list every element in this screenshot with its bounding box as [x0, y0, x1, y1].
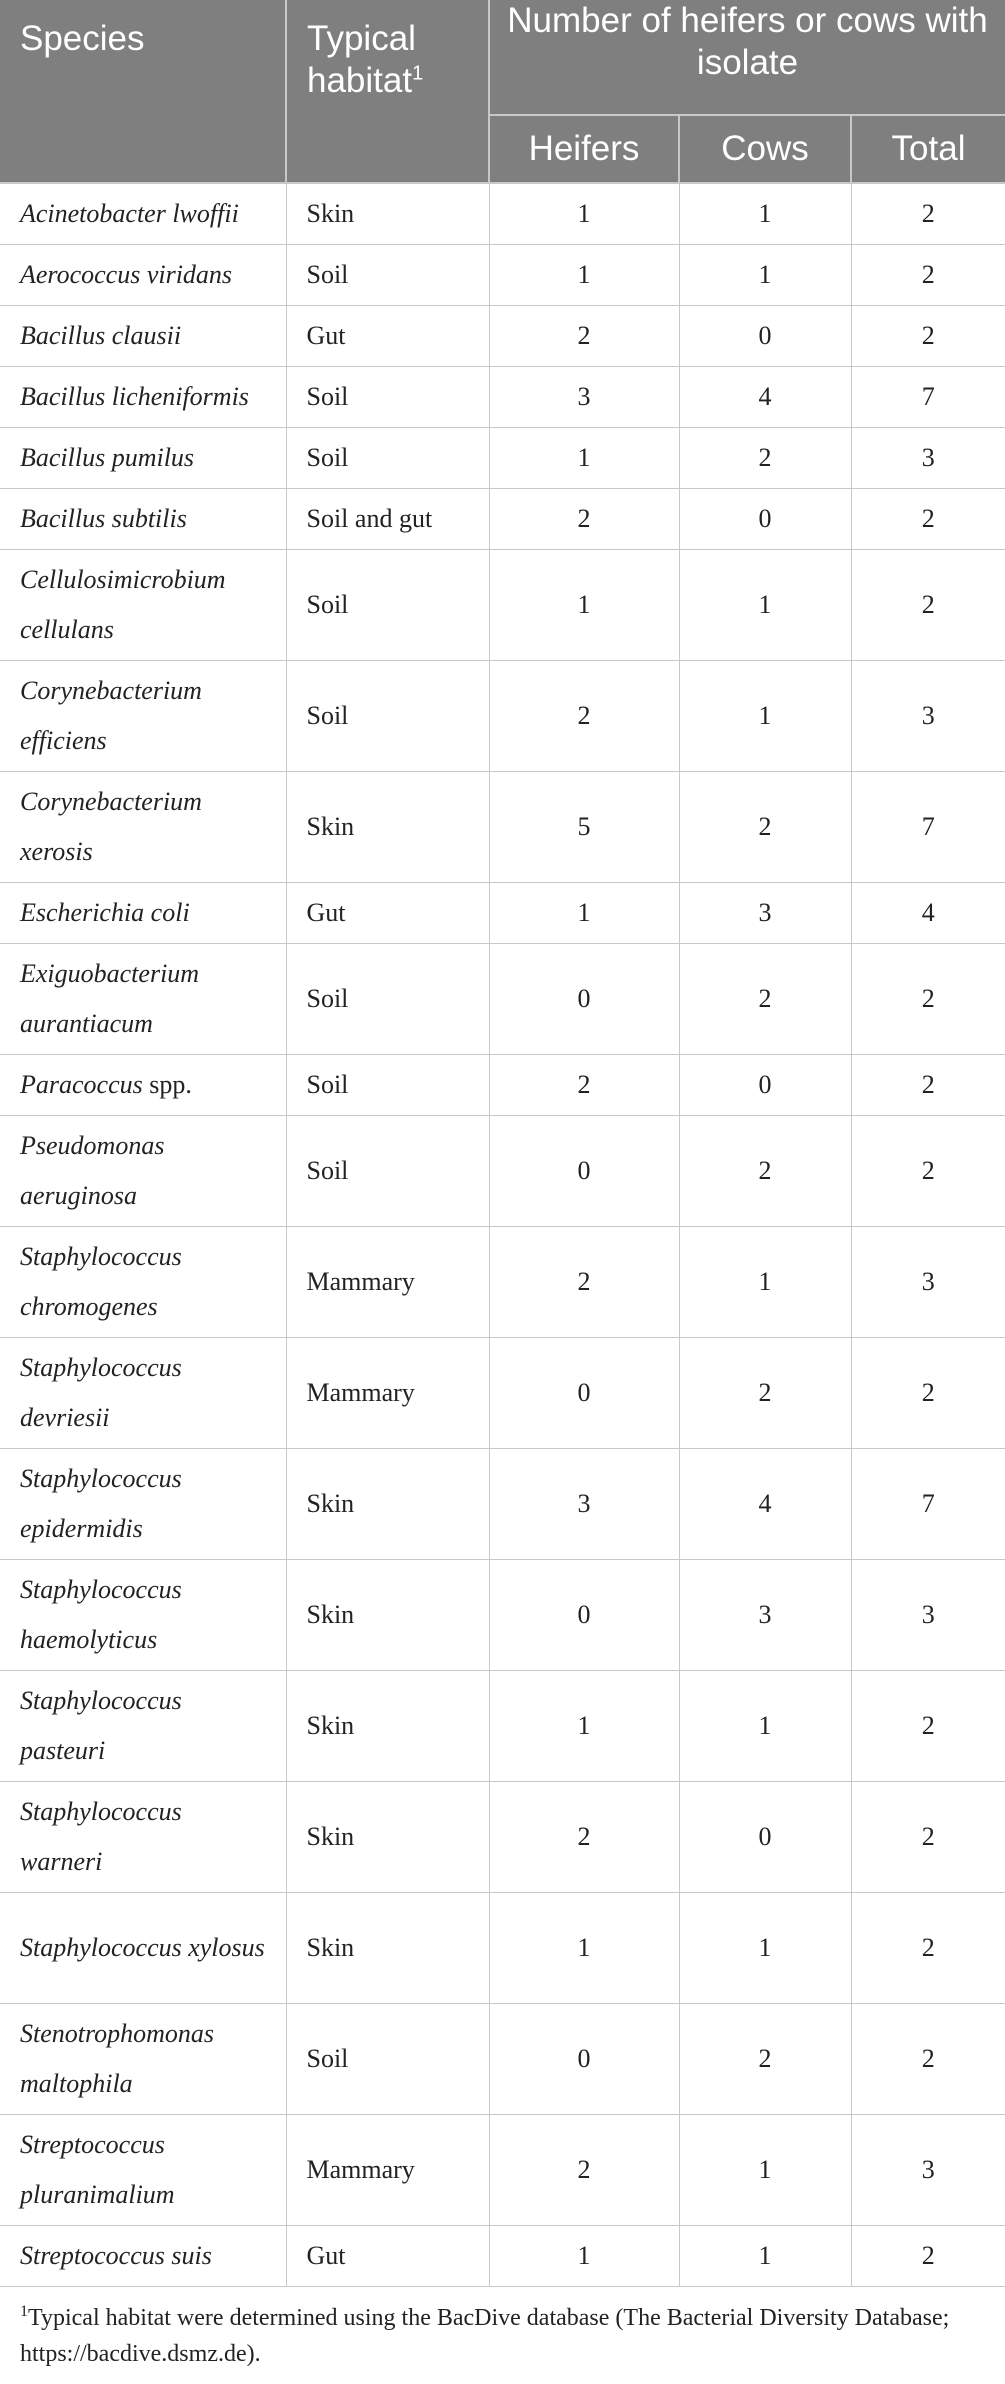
species-name: Bacillus pumilus	[20, 443, 195, 472]
cell-habitat: Gut	[286, 2226, 489, 2287]
cell-habitat: Soil	[286, 1116, 489, 1227]
cell-species	[0, 2004, 286, 2115]
cell-species	[0, 489, 286, 550]
cell-habitat: Soil	[286, 1055, 489, 1116]
cell-total: 2	[851, 1116, 1005, 1227]
cell-heifers: 2	[489, 1055, 679, 1116]
cell-species	[0, 306, 286, 367]
cell-species	[0, 1116, 286, 1227]
table-row	[0, 661, 1005, 772]
cell-total: 2	[851, 1782, 1005, 1893]
cell-cows: 2	[679, 944, 851, 1055]
cell-species	[0, 428, 286, 489]
cell-total: 7	[851, 1449, 1005, 1560]
cell-cows: 1	[679, 661, 851, 772]
species-name: Staphylococcus haemolyticus	[20, 1575, 182, 1654]
header-species-label: Species	[20, 19, 145, 58]
cell-heifers: 0	[489, 1116, 679, 1227]
cell-total: 2	[851, 489, 1005, 550]
species-name: Corynebacterium xerosis	[20, 787, 202, 866]
cell-cows: 2	[679, 772, 851, 883]
cell-habitat: Skin	[286, 1449, 489, 1560]
table-row	[0, 1227, 1005, 1338]
footnote-marker: 1	[20, 2303, 28, 2320]
table-row	[0, 944, 1005, 1055]
cell-heifers: 2	[489, 2115, 679, 2226]
species-name: Aerococcus viridans	[20, 260, 233, 289]
cell-species	[0, 1449, 286, 1560]
species-note: spp.	[142, 1070, 192, 1099]
table-row	[0, 1782, 1005, 1893]
cell-cows: 2	[679, 1116, 851, 1227]
cell-heifers: 1	[489, 1893, 679, 2004]
cell-cows: 1	[679, 1671, 851, 1782]
table-row	[0, 1055, 1005, 1116]
cell-species	[0, 1227, 286, 1338]
cell-heifers: 1	[489, 550, 679, 661]
cell-habitat: Skin	[286, 1893, 489, 2004]
species-name: Bacillus clausii	[20, 321, 182, 350]
table-row	[0, 2004, 1005, 2115]
cell-habitat: Soil	[286, 550, 489, 661]
cell-habitat: Soil	[286, 944, 489, 1055]
cell-heifers: 5	[489, 772, 679, 883]
cell-total: 3	[851, 661, 1005, 772]
cell-heifers: 1	[489, 2226, 679, 2287]
cell-habitat: Soil and gut	[286, 489, 489, 550]
cell-heifers: 2	[489, 489, 679, 550]
table-row	[0, 883, 1005, 944]
cell-heifers: 3	[489, 367, 679, 428]
cell-heifers: 1	[489, 183, 679, 245]
species-name: Paracoccus	[20, 1070, 143, 1099]
species-name: Bacillus licheniformis	[20, 382, 249, 411]
table-row	[0, 1893, 1005, 2004]
cell-total: 2	[851, 1338, 1005, 1449]
table-header	[0, 0, 1005, 183]
cell-total: 3	[851, 2115, 1005, 2226]
cell-cows: 1	[679, 2115, 851, 2226]
species-name: Staphylococcus xylosus	[20, 1933, 265, 1962]
cell-species	[0, 883, 286, 944]
cell-cows: 2	[679, 2004, 851, 2115]
cell-cows: 0	[679, 306, 851, 367]
cell-habitat: Mammary	[286, 2115, 489, 2226]
table-body	[0, 183, 1005, 2287]
table-row	[0, 1560, 1005, 1671]
species-name: Streptococcus suis	[20, 2241, 212, 2270]
cell-habitat: Soil	[286, 245, 489, 306]
cell-heifers: 2	[489, 1227, 679, 1338]
cell-habitat: Skin	[286, 1560, 489, 1671]
cell-species	[0, 1560, 286, 1671]
species-name: Corynebacterium efficiens	[20, 676, 202, 755]
cell-habitat: Soil	[286, 661, 489, 772]
table-row	[0, 772, 1005, 883]
species-name: Staphylococcus devriesii	[20, 1353, 182, 1432]
cell-total: 3	[851, 1227, 1005, 1338]
cell-heifers: 1	[489, 428, 679, 489]
species-name: Exiguobacterium aurantiacum	[20, 959, 200, 1038]
cell-cows: 1	[679, 2226, 851, 2287]
table-row	[0, 306, 1005, 367]
cell-species	[0, 367, 286, 428]
cell-heifers: 1	[489, 1671, 679, 1782]
species-name: Staphylococcus epidermidis	[20, 1464, 182, 1543]
cell-total: 2	[851, 2004, 1005, 2115]
cell-total: 7	[851, 772, 1005, 883]
cell-cows: 3	[679, 1560, 851, 1671]
header-number-label: Number of heifers or cows with isolate	[507, 1, 988, 82]
species-name: Staphylococcus warneri	[20, 1797, 182, 1876]
table-row	[0, 367, 1005, 428]
cell-cows: 1	[679, 245, 851, 306]
cell-total: 2	[851, 2226, 1005, 2287]
cell-total: 2	[851, 944, 1005, 1055]
cell-species	[0, 245, 286, 306]
species-name: Acinetobacter lwoffii	[20, 199, 239, 228]
cell-habitat: Soil	[286, 428, 489, 489]
cell-habitat: Mammary	[286, 1338, 489, 1449]
cell-heifers: 2	[489, 306, 679, 367]
table-row	[0, 1449, 1005, 1560]
cell-species	[0, 183, 286, 245]
species-name: Staphylococcus chromogenes	[20, 1242, 182, 1321]
table-row	[0, 550, 1005, 661]
cell-habitat: Skin	[286, 183, 489, 245]
cell-habitat: Skin	[286, 1671, 489, 1782]
cell-species	[0, 1893, 286, 2004]
header-cows: Cows	[679, 115, 851, 183]
cell-total: 2	[851, 245, 1005, 306]
cell-habitat: Skin	[286, 1782, 489, 1893]
cell-cows: 4	[679, 367, 851, 428]
cell-species	[0, 1782, 286, 1893]
cell-heifers: 1	[489, 245, 679, 306]
species-name: Staphylococcus pasteuri	[20, 1686, 182, 1765]
footnote-text: Typical habitat were determined using the BacDive database (The Bacterial Diversity Database; https://bacdive.dsmz.de).	[20, 2305, 950, 2367]
cell-total: 2	[851, 550, 1005, 661]
cell-species	[0, 1055, 286, 1116]
cell-total: 2	[851, 1055, 1005, 1116]
species-name: Streptococcus pluranimalium	[20, 2130, 175, 2209]
table-row	[0, 489, 1005, 550]
cell-habitat: Gut	[286, 883, 489, 944]
cell-habitat: Soil	[286, 367, 489, 428]
cell-heifers: 3	[489, 1449, 679, 1560]
cell-habitat: Soil	[286, 2004, 489, 2115]
cell-species	[0, 1671, 286, 1782]
header-total: Total	[851, 115, 1005, 183]
cell-heifers: 0	[489, 944, 679, 1055]
cell-cows: 1	[679, 1893, 851, 2004]
cell-heifers: 0	[489, 1338, 679, 1449]
table-row	[0, 2115, 1005, 2226]
table-footnote	[20, 2300, 985, 2372]
cell-cows: 0	[679, 1782, 851, 1893]
cell-habitat: Skin	[286, 772, 489, 883]
header-heifers: Heifers	[489, 115, 679, 183]
header-habitat-label: Typical habitat	[307, 19, 416, 100]
species-name: Stenotrophomonas maltophila	[20, 2019, 215, 2098]
species-name: Cellulosimicrobium cellulans	[20, 565, 226, 644]
table-row	[0, 1116, 1005, 1227]
cell-cows: 1	[679, 183, 851, 245]
cell-total: 3	[851, 428, 1005, 489]
cell-total: 3	[851, 1560, 1005, 1671]
cell-total: 7	[851, 367, 1005, 428]
cell-cows: 0	[679, 1055, 851, 1116]
cell-heifers: 2	[489, 661, 679, 772]
cell-species	[0, 944, 286, 1055]
cell-cows: 2	[679, 1338, 851, 1449]
cell-total: 2	[851, 183, 1005, 245]
species-name: Escherichia coli	[20, 898, 190, 927]
cell-cows: 0	[679, 489, 851, 550]
cell-total: 4	[851, 883, 1005, 944]
cell-heifers: 2	[489, 1782, 679, 1893]
header-habitat-footnote-marker: 1	[412, 62, 424, 85]
cell-heifers: 0	[489, 2004, 679, 2115]
cell-habitat: Gut	[286, 306, 489, 367]
table-row	[0, 1671, 1005, 1782]
table-row	[0, 428, 1005, 489]
cell-species	[0, 772, 286, 883]
cell-total: 2	[851, 1671, 1005, 1782]
cell-total: 2	[851, 306, 1005, 367]
cell-cows: 1	[679, 1227, 851, 1338]
cell-cows: 2	[679, 428, 851, 489]
cell-species	[0, 2115, 286, 2226]
cell-species	[0, 1338, 286, 1449]
table-row	[0, 2226, 1005, 2287]
cell-heifers: 0	[489, 1560, 679, 1671]
cell-cows: 1	[679, 550, 851, 661]
cell-total: 2	[851, 1893, 1005, 2004]
table-row	[0, 183, 1005, 245]
cell-species	[0, 550, 286, 661]
table-row	[0, 1338, 1005, 1449]
header-species	[0, 0, 286, 183]
cell-heifers: 1	[489, 883, 679, 944]
header-number	[489, 0, 1005, 115]
cell-cows: 3	[679, 883, 851, 944]
cell-species	[0, 2226, 286, 2287]
species-name: Pseudomonas aeruginosa	[20, 1131, 165, 1210]
cell-habitat: Mammary	[286, 1227, 489, 1338]
header-habitat	[286, 0, 489, 183]
cell-species	[0, 661, 286, 772]
cell-cows: 4	[679, 1449, 851, 1560]
table-row	[0, 245, 1005, 306]
species-name: Bacillus subtilis	[20, 504, 187, 533]
